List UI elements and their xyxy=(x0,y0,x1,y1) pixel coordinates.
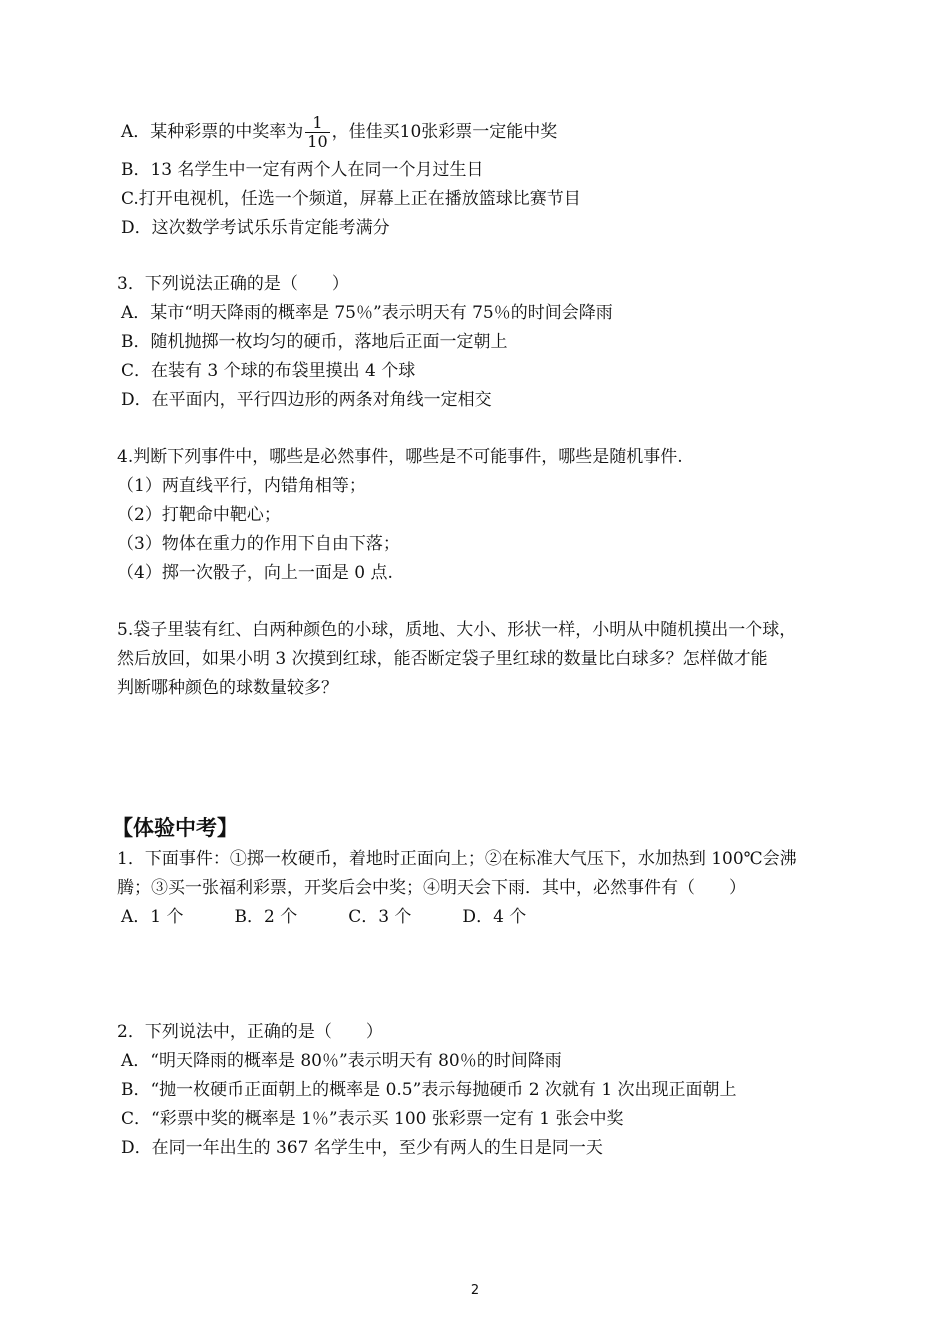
fraction-numerator: 1 xyxy=(305,114,329,133)
exam-q1-options: A．1 个 B．2 个 C．3 个 D．4 个 xyxy=(121,907,527,927)
q4-item-1: （1）两直线平行，内错角相等； xyxy=(117,476,366,496)
q3-option-b: B．随机抛掷一枚均匀的硬币，落地后正面一定朝上 xyxy=(121,332,508,352)
exam-q2-option-a: A．“明天降雨的概率是 80％”表示明天有 80％的时间降雨 xyxy=(121,1051,562,1071)
exam-q1-line-1: 1．下面事件：①掷一枚硬币，着地时正面向上；②在标准大气压下，水加热到 100℃会沸 xyxy=(117,849,797,869)
q5-line-2: 然后放回，如果小明 3 次摸到红球，能否断定袋子里红球的数量比白球多？怎样做才能 xyxy=(117,649,768,669)
q3-option-c: C．在装有 3 个球的布袋里摸出 4 个球 xyxy=(121,361,416,381)
q4-stem: 4.判断下列事件中，哪些是必然事件，哪些是不可能事件，哪些是随机事件. xyxy=(117,447,683,467)
exam-q1-line-2: 腾；③买一张福利彩票，开奖后会中奖；④明天会下雨．其中，必然事件有（ ） xyxy=(117,878,746,898)
q2-option-d: D．这次数学考试乐乐肯定能考满分 xyxy=(121,218,390,238)
q4-item-4: （4）掷一次骰子，向上一面是 0 点. xyxy=(117,563,393,583)
exam-q2-option-d: D．在同一年出生的 367 名学生中，至少有两人的生日是同一天 xyxy=(121,1138,603,1158)
q2-option-a-pre: A．某种彩票的中奖率为 xyxy=(121,122,304,142)
q3-option-d: D．在平面内，平行四边形的两条对角线一定相交 xyxy=(121,390,492,410)
q5-line-3: 判断哪种颜色的球数量较多？ xyxy=(117,678,338,698)
fraction-denominator: 10 xyxy=(307,132,328,151)
q2-option-a-post: ，佳佳买10张彩票一定能中奖 xyxy=(331,122,558,142)
exam-q2-stem: 2．下列说法中，正确的是（ ） xyxy=(117,1022,383,1042)
section-heading: 【体验中考】 xyxy=(112,816,238,840)
q4-item-2: （2）打靶命中靶心； xyxy=(117,505,281,525)
q2-option-b: B．13 名学生中一定有两个人在同一个月过生日 xyxy=(121,160,484,180)
exam-q2-option-b: B．“抛一枚硬币正面朝上的概率是 0.5”表示每抛硬币 2 次就有 1 次出现正面朝上 xyxy=(121,1080,737,1100)
q3-option-a: A．某市“明天降雨的概率是 75％”表示明天有 75％的时间会降雨 xyxy=(121,303,613,323)
q4-item-3: （3）物体在重力的作用下自由下落； xyxy=(117,534,400,554)
q3-stem: 3．下列说法正确的是（ ） xyxy=(117,274,349,294)
exam-q2-option-c: C．“彩票中奖的概率是 1％”表示买 100 张彩票一定有 1 张会中奖 xyxy=(121,1109,624,1129)
q5-line-1: 5.袋子里装有红、白两种颜色的小球，质地、大小、形状一样，小明从中随机摸出一个球， xyxy=(117,620,797,640)
q2-option-a xyxy=(121,114,557,151)
probability-fraction xyxy=(305,114,329,151)
q2-option-c: C.打开电视机，任选一个频道，屏幕上正在播放篮球比赛节目 xyxy=(121,189,581,209)
page-number: 2 xyxy=(470,1283,480,1298)
